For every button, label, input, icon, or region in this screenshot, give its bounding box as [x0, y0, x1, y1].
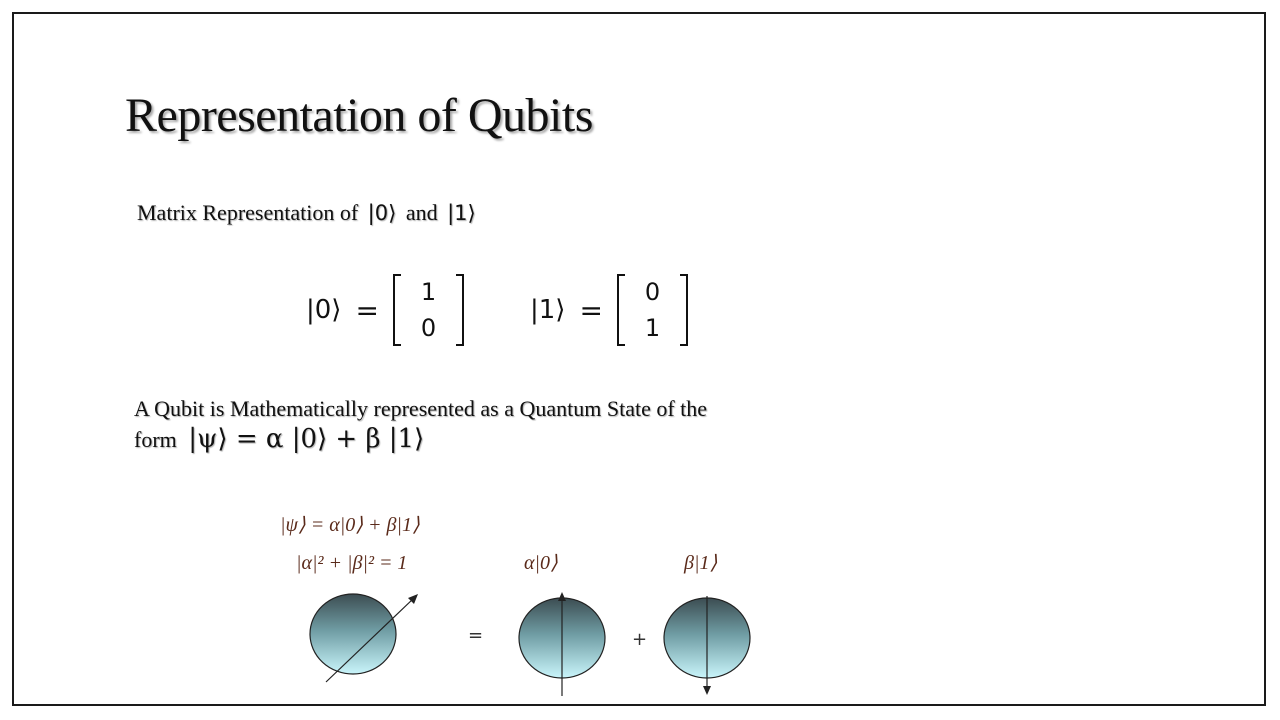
- ket0-column-vector: [393, 274, 464, 346]
- subhead-ket0: |0⟩: [367, 201, 397, 225]
- subhead-text: Matrix Representation of: [137, 200, 359, 225]
- bloch-spheres-drawing: [274, 500, 794, 706]
- figure-beta-label: β|1⟩: [684, 552, 718, 574]
- left-bracket: [617, 274, 625, 346]
- ket0-vector-top: 1: [420, 278, 437, 306]
- figure-alpha-label: α|0⟩: [524, 552, 558, 574]
- psi-sphere: [310, 594, 418, 682]
- ket1-vector-top: 0: [644, 278, 661, 306]
- beta-one-sphere: [664, 596, 750, 695]
- bloch-sphere-figure: [274, 500, 794, 706]
- figure-state-equation: |ψ⟩ = α|0⟩ + β|1⟩: [280, 514, 420, 536]
- ket1-column-vector: [617, 274, 688, 346]
- right-bracket: [680, 274, 688, 346]
- subhead-ket1: |1⟩: [447, 201, 476, 225]
- ket1-lhs: |1⟩: [530, 295, 566, 325]
- slide-title: Representation of Qubits: [125, 89, 593, 142]
- figure-normalization-equation: |α|² + |β|² = 1: [296, 552, 408, 574]
- paragraph-line1: A Qubit is Mathematically represented as a Quantum State of the: [134, 396, 708, 421]
- figure-equals-sign: =: [468, 625, 484, 646]
- ket0-matrix-equation: [306, 274, 464, 346]
- subhead-and: and: [405, 200, 438, 225]
- figure-plus-sign: +: [632, 629, 648, 650]
- ket0-vector-bottom: 0: [420, 314, 437, 342]
- ket1-equals: =: [579, 293, 603, 327]
- paragraph-form-word: form: [134, 427, 177, 452]
- qubit-definition-paragraph: [134, 394, 854, 455]
- ket1-matrix-equation: [530, 274, 688, 346]
- ket0-equals: =: [355, 293, 379, 327]
- ket0-lhs: |0⟩: [306, 295, 342, 325]
- matrix-representation-heading: [137, 200, 480, 226]
- qubit-state-formula: |ψ⟩ = α |0⟩ + β |1⟩: [188, 424, 425, 454]
- left-bracket: [393, 274, 401, 346]
- ket1-vector-bottom: 1: [644, 314, 661, 342]
- slide: [12, 12, 1266, 706]
- right-bracket: [456, 274, 464, 346]
- alpha-zero-sphere: [519, 592, 605, 696]
